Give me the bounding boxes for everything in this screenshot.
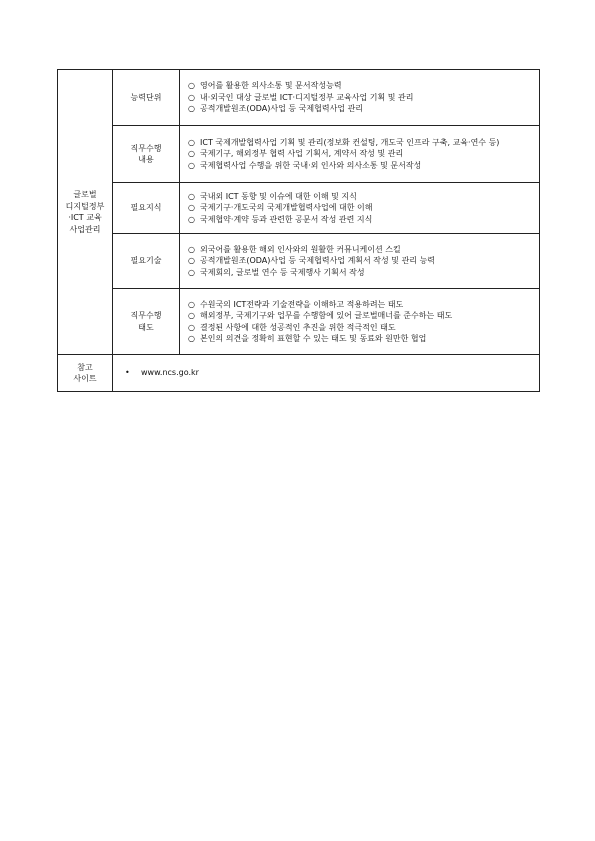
row-label: 능력단위 [113,70,180,126]
list-item [188,333,533,345]
list-item [188,255,533,267]
category-cell: 글로벌 디지털정부 ·ICT 교육 사업관리 [58,70,113,355]
list-item-text: 국내외 ICT 동향 및 이슈에 대한 이해 및 지식 [200,191,357,201]
row-content [180,234,540,289]
circle-bullet-icon: ○ [188,311,195,320]
table-body [58,70,540,392]
list-item [188,137,533,149]
circle-bullet-icon: ○ [188,214,195,224]
list-item [188,92,533,104]
ncs-job-table [57,69,540,392]
row-content [180,70,540,126]
list-item-text: 외국어를 활용한 해외 인사와의 원활한 커뮤니케이션 스킬 [200,244,401,254]
circle-bullet-icon: ○ [188,92,195,102]
list-item-text: 수원국의 ICT전략과 기술전략을 이해하고 적용하려는 태도 [200,299,404,309]
reference-item [125,367,533,379]
list-item [188,148,533,160]
circle-bullet-icon: ○ [188,104,195,114]
circle-bullet-icon: ○ [188,160,195,170]
list-item-text: ICT 국제개발협력사업 기획 및 관리(정보화 컨설팅, 개도국 인프라 구축, 교육·연수 등) [200,137,500,147]
row-content [180,183,540,234]
reference-row [58,355,540,392]
circle-bullet-icon: ○ [188,137,195,147]
list-item [188,310,533,322]
row-label: 필요지식 [113,183,180,234]
circle-bullet-icon: ○ [188,191,195,201]
row-label: 필요기술 [113,234,180,289]
circle-bullet-icon: ○ [188,322,195,332]
table-row [58,289,540,355]
table-row [58,126,540,183]
list-item-text: 해외정부, 국제기구와 업무를 수행함에 있어 글로벌매너를 준수하는 태도 [200,311,453,320]
list-item [188,191,533,203]
circle-bullet-icon: ○ [188,81,195,91]
circle-bullet-icon: ○ [188,267,195,277]
list-item-text: 국제협약·계약 등과 관련한 공문서 작성 관련 지식 [200,214,373,224]
list-item-text: 공적개발원조(ODA)사업 등 국제협력사업 관리 [200,104,364,114]
list-item-text: 국제협력사업 수행을 위한 국내·외 인사와 의사소통 및 문서작성 [200,160,422,170]
list-item [188,202,533,214]
list-item-text: 결정된 사항에 대한 성공적인 추진을 위한 적극적인 태도 [200,322,396,332]
list-item [188,299,533,311]
bullet-icon: • [125,368,130,378]
list-item-text: 국제기구·개도국의 국제개발협력사업에 대한 이해 [200,203,373,213]
list-item-text: 영어를 활용한 의사소통 및 문서작성능력 [200,81,342,91]
reference-content [113,355,540,392]
list-item-text: 공적개발원조(ODA)사업 등 국제협력사업 계획서 작성 및 관리 능력 [200,256,436,266]
row-label: 직무수행 내용 [113,126,180,183]
list-item [188,160,533,172]
circle-bullet-icon: ○ [188,299,195,309]
list-item-text: 본인의 의견을 정확히 표현할 수 있는 태도 및 동료와 원만한 협업 [200,334,427,343]
list-item [188,214,533,226]
list-item-text: 국제기구, 해외정부 협력 사업 기획서, 계약서 작성 및 관리 [200,149,404,159]
table-row [58,70,540,126]
circle-bullet-icon: ○ [188,334,195,343]
row-content [180,126,540,183]
circle-bullet-icon: ○ [188,203,195,213]
list-item-text: 국제회의, 글로벌 연수 등 국제행사 기획서 작성 [200,267,365,277]
row-content [180,289,540,355]
reference-label: 참고 사이트 [58,355,113,392]
list-item [188,103,533,115]
circle-bullet-icon: ○ [188,256,195,266]
table-row [58,183,540,234]
list-item [188,244,533,256]
circle-bullet-icon: ○ [188,149,195,159]
list-item-text: 내·외국인 대상 글로벌 ICT·디지털정부 교육사업 기획 및 관리 [200,92,414,102]
list-item [188,267,533,279]
circle-bullet-icon: ○ [188,244,195,254]
list-item [188,322,533,334]
row-label: 직무수행 태도 [113,289,180,355]
reference-url: www.ncs.go.kr [141,368,199,378]
list-item [188,80,533,92]
table-row [58,234,540,289]
